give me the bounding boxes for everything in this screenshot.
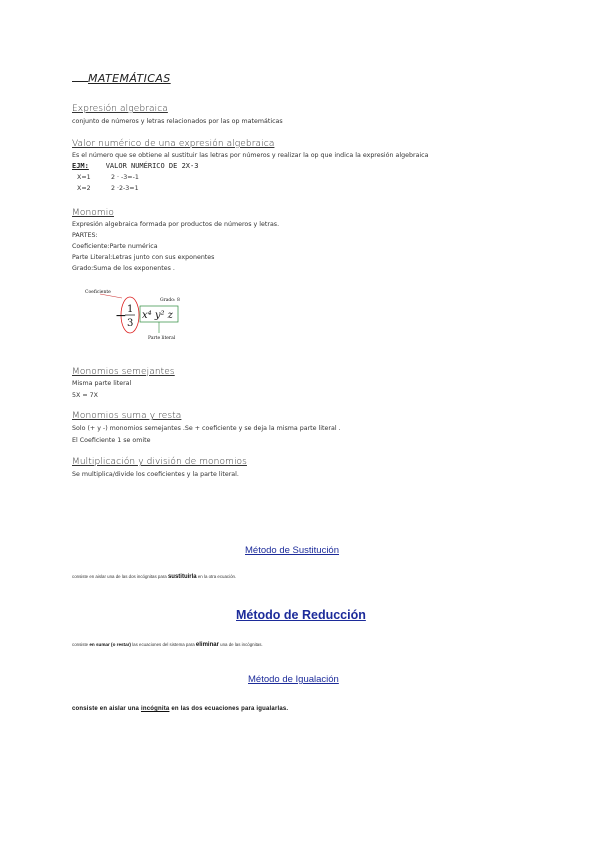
- reduccion-mid: las ecuaciones del sistema para: [132, 642, 195, 647]
- coef-denominator: 3: [127, 318, 134, 329]
- ejm-row-1-x: X=1: [77, 174, 91, 181]
- igualacion-pre: consiste en aislar una: [72, 706, 140, 712]
- label-coeficiente: Coeficiente: [85, 290, 111, 295]
- ejm-row-2-x: X=2: [77, 185, 91, 192]
- igualacion-post: en las dos ecuaciones para igualarlas.: [171, 706, 289, 712]
- sustitucion-bold: sustituirla: [167, 574, 197, 580]
- label-grado: Grado: 8: [160, 298, 180, 303]
- heading-valor-numerico: Valor numérico de una expresión algebraica: [72, 139, 275, 149]
- page-title: MATEMÁTICAS: [72, 72, 171, 85]
- ejm-row-2-calc: 2 ·2-3=1: [111, 185, 139, 192]
- link-metodo-sustitucion[interactable]: Método de Sustitución: [245, 545, 340, 556]
- monomial-diagram-svg: [82, 286, 192, 344]
- text-valor-numerico: Es el número que se obtiene al sustituir las letras por números y realizar la op que indica la expresión algebraica: [72, 152, 429, 159]
- monomio-line-4: Parte Literal:Letras junto con sus exponentes: [72, 254, 215, 261]
- monomio-line-3: Coeficiente:Parte numérica: [72, 243, 158, 250]
- example-block: [72, 162, 198, 170]
- coef-sign: −: [115, 308, 127, 324]
- sustitucion-post: en la otra ecuación.: [197, 574, 237, 579]
- link-metodo-igualacion[interactable]: Método de Igualación: [248, 674, 339, 685]
- text-reduccion: [72, 642, 263, 648]
- link-metodo-reduccion[interactable]: Método de Reducción: [236, 608, 366, 622]
- reduccion-bold-2: eliminar: [195, 642, 219, 648]
- igualacion-underlined: incógnita: [140, 706, 170, 712]
- heading-multiplicacion: Multiplicación y división de monomios: [72, 457, 247, 467]
- title-underline-lead: [72, 81, 88, 82]
- heading-monomio: Monomio: [72, 208, 114, 218]
- suma-line-1: Solo (+ y -) monomios semejantes .Se + coeficiente y se deja la misma parte literal .: [72, 425, 341, 432]
- monomio-line-1: Expresión algebraica formada por productos de números y letras.: [72, 221, 280, 228]
- suma-line-2: El Coeficiente 1 se omite: [72, 437, 151, 444]
- monomio-line-5: Grado:Suma de los exponentes .: [72, 265, 175, 272]
- semejantes-line-2: 5X = 7X: [72, 392, 98, 399]
- ejm-label: EJM:: [72, 162, 89, 170]
- heading-monomios-semejantes: Monomios semejantes: [72, 367, 175, 377]
- monomio-line-2: PARTES:: [72, 232, 98, 239]
- text-multiplicacion: Se multiplica/divide los coeficientes y la parte literal.: [72, 471, 239, 478]
- reduccion-pre: consiste: [72, 642, 89, 647]
- text-expresion-algebraica: conjunto de números y letras relacionados por las op matemáticas: [72, 118, 283, 125]
- monomial-diagram: [82, 286, 192, 344]
- literal-vars: x⁴ y² z: [142, 310, 173, 321]
- ejm-header: VALOR NUMÉRICO DE 2X-3: [105, 162, 199, 170]
- heading-suma-resta: Monomios suma y resta: [72, 411, 182, 421]
- semejantes-line-1: Misma parte literal: [72, 380, 132, 387]
- reduccion-bold-1: en sumar (o restar): [89, 642, 131, 647]
- text-igualacion: [72, 706, 288, 712]
- coef-numerator: 1: [127, 304, 134, 315]
- text-sustitucion: [72, 574, 236, 580]
- sustitucion-pre: consiste en aislar una de las dos incógnitas para: [72, 574, 167, 579]
- ejm-row-1-calc: 2 · -3=-1: [111, 174, 139, 181]
- reduccion-post: una de las incógnitas.: [220, 642, 263, 647]
- label-parte-literal: Parte literal: [148, 336, 176, 341]
- arrow-coeficiente: [100, 294, 122, 298]
- heading-expresion-algebraica: Expresión algebraica: [72, 104, 168, 114]
